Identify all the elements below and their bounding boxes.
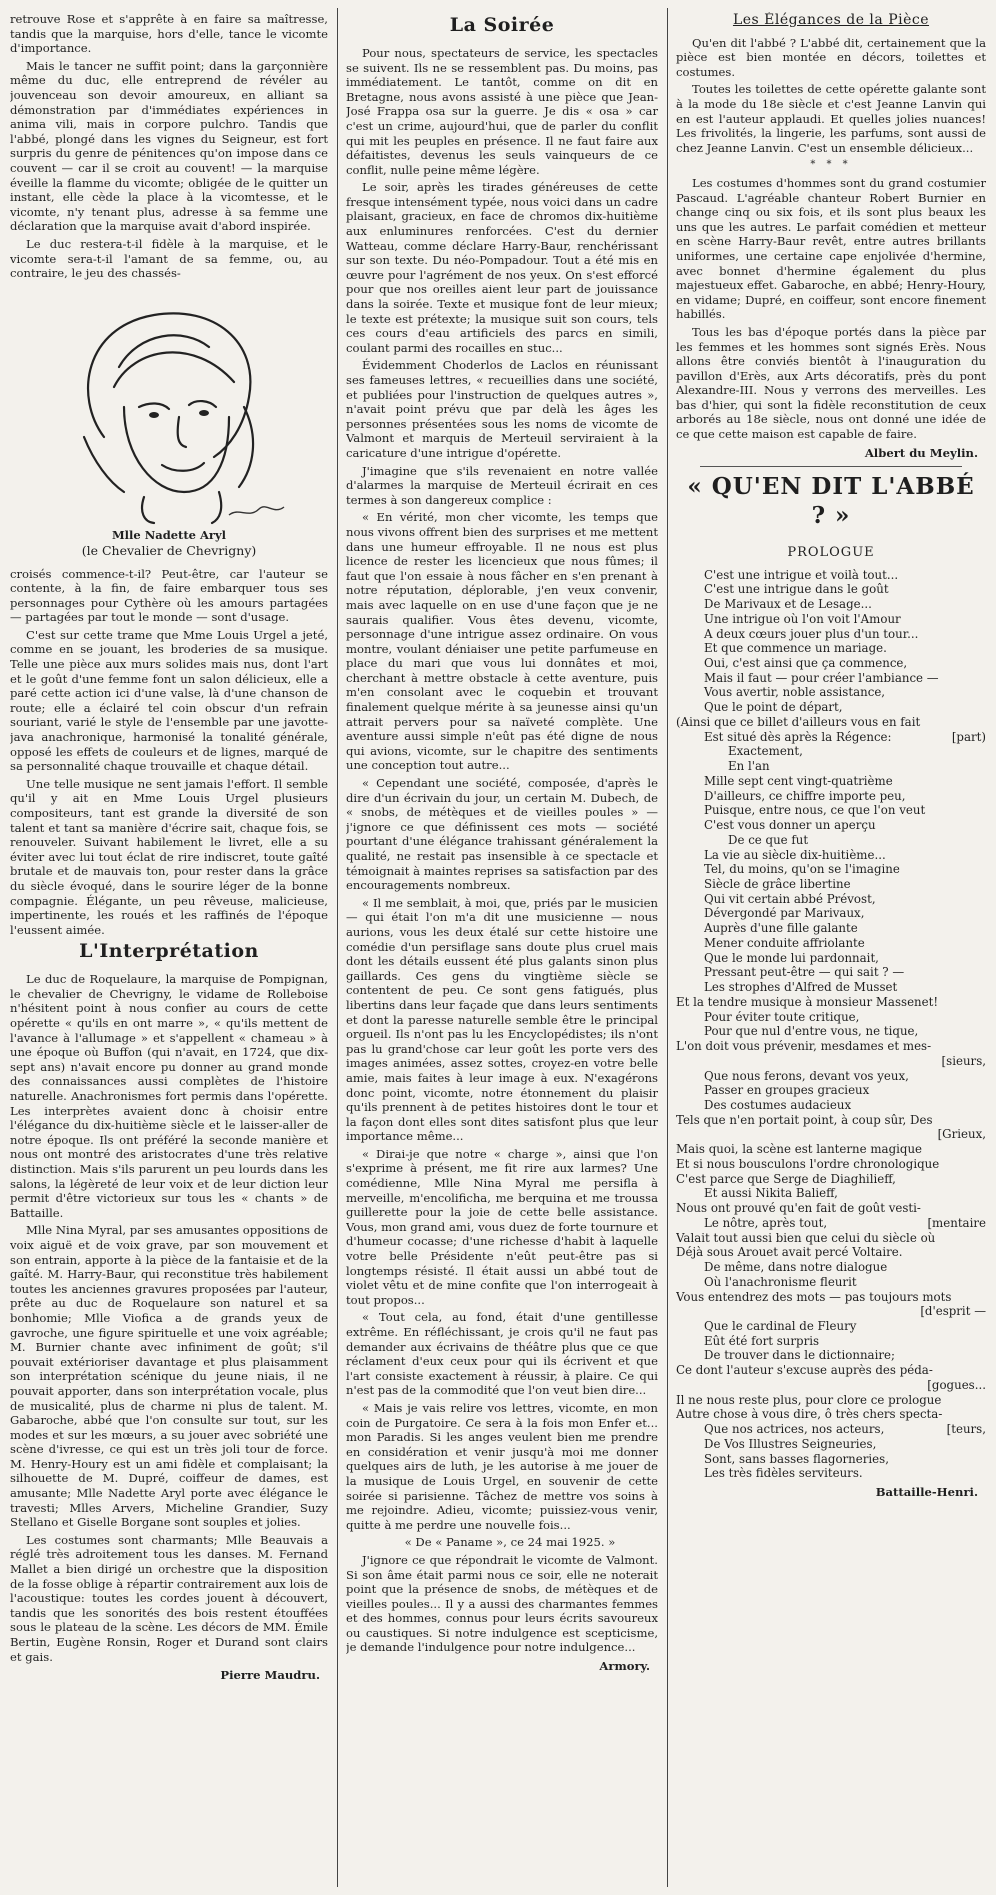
poem-line: Vous avertir, noble assistance, <box>704 685 886 700</box>
poem-line <box>676 1216 986 1231</box>
poem-line: Que le monde lui pardonnait, <box>704 950 879 965</box>
poem-line: De ce que fut <box>728 832 809 847</box>
poem-line: Puisque, entre nous, ce que l'on veut <box>704 803 926 818</box>
paragraph: Une telle musique ne sent jamais l'effort. Il semble qu'il y ait en Mme Louis Urgel plusieurs compositeurs, tant est grande la diversité de son talent et tant sa manière d'écrire sait, chaque fois, se renouveler. Suivant habilement le livret, elle a su éviter avec lui tout éclat de rire indiscret, toute gaîté brutale et de mauvais ton, pour rester dans la grâce du siècle évoqué, dans le sourire léger de la bonne compagnie. Élégante, un peu rêveuse, malicieuse, impertinente, les roués et les raffinés de l'époque l'eussent aimée. <box>10 776 328 937</box>
paragraph: Évidemment Choderlos de Laclos en réunissant ses fameuses lettres, « recueillies dans une société, et publiées pour l'instruction de quelques autres », n'avait point prévu que par delà les âges les personnes présentées sous les noms de vicomte de Valmont et marquis de Merteuil serviraient à la caricature d'une intrigue d'opérette. <box>346 358 658 460</box>
paragraph: Le duc restera-t-il fidèle à la marquise, et le vicomte sera-t-il l'amant de sa femme, ou, au contraire, le jeu des chassés- <box>10 236 328 281</box>
letter-dateline: « De « Paname », ce 24 mai 1925. » <box>404 1535 616 1550</box>
paragraph: « Mais je vais relire vos lettres, vicomte, en mon coin de Purgatoire. Ce sera à la fois mon Enfer et... mon Paradis. Si les anges veulent bien me prendre en considération et venir jusqu'à moi me donner quelques airs de luth, je les autorise à me jouer de la musique de Louis Urgel, en souvenir de cette soirée si parisienne. Tâchez de mettre vos soins à me rejoindre. Adieu, vicomte; puissiez-vous venir, quitte à me perdre une nouvelle fois... <box>346 1400 658 1532</box>
column-review-plot <box>10 12 328 1883</box>
portrait-caption-role: (le Chevalier de Chevrigny) <box>81 542 257 558</box>
poem-line: Que le cardinal de Fleury <box>704 1319 857 1334</box>
poem-line: En l'an <box>728 759 770 774</box>
paragraph: « En vérité, mon cher vicomte, les temps que nous vivons offrent bien des surprises et me mettent dans une humeur effroyable. Il ne nous est plus licence de rester les licencieux que nous fûmes; il faut que l'on essaie à nous fâcher en s'en prenant à notre réputation, déplorable, j'en veux convenir, mais avec laquelle on en use d'une façon que je ne saurais qualifier. Vous êtes devenu, vicomte, personnage d'une intrigue assez ordinaire. On vous montre, voulant déniaiser une petite parfumeuse en place du mari que vous lui donnâtes et moi, cherchant à mettre obstacle à cette aventure, puis m'en consolant avec le coquebin et trouvant finalement quelque mérite à sa jeunesse ainsi qu'un attrait pervers pour sa naïveté complète. Une aventure aussi simple n'eût pas été digne de nous qui avions, vicomte, sur le chapitre des sentiments une conception tout autre... <box>346 510 658 773</box>
column-rule-left <box>337 8 338 1887</box>
poem-line: Vous entendrez des mots — pas toujours mots <box>676 1289 952 1304</box>
poem-line: Exactement, <box>728 744 803 759</box>
poem-line <box>676 730 986 745</box>
poem-line: (Ainsi que ce billet d'ailleurs vous en fait <box>676 714 921 729</box>
poem-line: Que le point de départ, <box>704 700 843 715</box>
paragraph: Toutes les toilettes de cette opérette galante sont à la mode du 18e siècle et c'est Jeanne Lanvin qui en est l'auteur applaudi. Et quelles jolies nuances! Les frivolités, la lingerie, les parfums, sont aussi de chez Jeanne Lanvin. C'est un ensemble délicieux... <box>676 82 986 155</box>
poem-line: La vie au siècle dix-huitième... <box>704 847 886 862</box>
paragraph: « Tout cela, au fond, était d'une gentillesse extrême. En réfléchissant, je crois qu'il ne faut pas demander aux écrivains de théâtre plus que ce que réclament d'eux ceux pour qui ils écrivent et que l'art consiste exactement à réussir, à plaire. Ce qui n'est pas de la commodité que l'on veut bien dire... <box>346 1310 658 1398</box>
poem-line-overflow: [teurs, <box>946 1422 986 1437</box>
poem-line: Qui vit certain abbé Prévost, <box>704 891 876 906</box>
poem-line <box>676 1378 986 1393</box>
prologue-poem <box>676 568 986 1482</box>
paragraph: retrouve Rose et s'apprête à en faire sa maîtresse, tandis que la marquise, hors d'elle, tance le vicomte d'importance. <box>10 12 328 56</box>
portrait-caption-name: Mlle Nadette Aryl <box>111 528 227 543</box>
poem-line-overflow: [part) <box>951 729 986 744</box>
paragraph: J'ignore ce que répondrait le vicomte de Valmont. Si son âme était parmi nous ce soir, elle ne noterait point que la présence de snobs, de métèques et de vieilles poules... Il y a aussi des charmantes femmes et des hommes, connus pour leurs écrits savoureux ou caustiques. Si notre indulgence est scepticisme, je demande l'indulgence pour notre indulgence... <box>346 1552 658 1655</box>
poem-line <box>676 1127 986 1142</box>
poem-line: Tel, du moins, qu'on se l'imagine <box>704 862 900 877</box>
poem-line: L'on doit vous prévenir, mesdames et mes- <box>676 1039 932 1054</box>
poem-line: Les strophes d'Alfred de Musset <box>704 980 898 995</box>
asterism-separator: * * * <box>810 159 852 171</box>
author-signature: Armory. <box>599 1659 650 1674</box>
poem-line: Mais il faut — pour créer l'ambiance — <box>704 670 939 685</box>
portrait-sketch-image <box>44 287 294 525</box>
poem-line: Mille sept cent vingt-quatrième <box>704 773 893 788</box>
poem-line: De même, dans notre dialogue <box>704 1260 888 1275</box>
poem-line <box>676 1422 986 1437</box>
poem-line: Ce dont l'auteur s'excuse auprès des péda- <box>676 1363 933 1378</box>
paragraph: « Il me semblait, à moi, que, priés par le musicien — qui était l'on m'a dit une musicienne — nous aurions, vous les deux étalé sur cette histoire une comédie d'un persiflage sans doute plus cruel mais dont les détails eussent été plus galants sinon plus gaillards. Ces gens du vingtième siècle se contentent de peu. Ce sont gens fatigués, plus libertins dans leur façade que dans leurs sentiments et dont la paresse naturelle semble être le principal orgueil. Ils n'ont pas lu les Encyclopédistes; ils n'ont pas lu grand'chose car leur goût les porte vers des images animées, assez sottes, croyez-en votre belle amie, mais faites à leur image à eux. N'exagérons donc point, vicomte, notre étonnement du plaisir qu'ils prennent à de petites histoires dont le tour et la façon dont elles sont dites satisfont plus que leur importance même... <box>346 895 658 1144</box>
paragraph: « Dirai-je que notre « charge », ainsi que l'on s'exprime à présent, me fit rire aux larmes? Une comédienne, Mlle Nina Myral me persifla à merveille, m'encolifichа, me berquina et me troussa guillerette pour la joie de cette belle assistance. Vous, mon grand ami, vous duez de forte tournure et d'humeur cocasse; d'une richesse d'habit à laquelle votre belle Présidente n'eût peut-être pas si longtemps résisté. Il était aussi un abbé tout de violet vêtu et de mine confite que l'on interrogeait à tout propos... <box>346 1146 658 1307</box>
author-signature: Pierre Maudru. <box>220 1668 320 1683</box>
section-divider <box>700 466 962 467</box>
poem-line: Sont, sans basses flagorneries, <box>704 1451 889 1466</box>
paragraph: Le duc de Roquelaure, la marquise de Pompignan, le chevalier de Chevrigny, le vidame de Rolleboise n'hésitent point à nous confier au cours de cette opérette « qu'ils en ont marre », « qu'ils mettent de l'avance à l'allumage » et s'appellent « chameau » à une époque où Buffon (qui n'avait, en 1724, que dix-sept ans) n'avait encore pu donner au grand monde des connaissances aussi complètes de l'histoire naturelle. Anachronismes fort permis dans l'opérette. Les interprètes avaient donc à choisir entre l'élégance du dix-huitième siècle et le laisser-aller de notre époque. Ils ont préféré la seconde manière et nous ont montré des aristocrates d'une très relative distinction. Mais s'ils parurent un peu lourds dans les salons, la légèreté de leur voix et de leur diction leur permit d'être victorieux sur tous les « chants » de Battaille. <box>10 972 328 1220</box>
poem-line: Où l'anachronisme fleurit <box>704 1274 857 1289</box>
poem-line: Et si nous bousculons l'ordre chronologique <box>676 1156 940 1171</box>
poem-line-text: Le nôtre, après tout, <box>704 1215 828 1230</box>
column-elegances <box>676 12 986 1883</box>
paragraph: C'est sur cette trame que Mme Louis Urgel a jeté, comme en se jouant, les broderies de sa musique. Telle une pièce aux murs solides mais nus, dont l'art et le goût d'une femme font un salon délicieux, elle a paré cette action ici d'une valse, là d'une chanson de route; elle a éclairé tel coin obscur d'un refrain souriant, varié le style de l'ensemble par une javotte-java anachronique, harmonisé la tonalité générale, opposé les effets de couleurs et de lignes, marqué de sa personnalité chaque trouvaille et chaque détail. <box>10 627 328 774</box>
poem-line: Les très fidèles serviteurs. <box>704 1466 863 1481</box>
poem-line: De Marivaux et de Lesage... <box>704 597 872 612</box>
paragraph: Tous les bas d'époque portés dans la pièce par les femmes et les hommes sont signés Erès. Nous allons être conviés bientôt à l'inauguration du pavillon d'Erès, aux Arts décoratifs, près du pont Alexandre-III. Nous y verrons des merveilles. Les bas d'hier, qui sont la fidèle reconstitution de ceux arborés au 18e siècle, nous ont donné une idée de ce que cette maison est capable de faire. <box>676 324 986 442</box>
paragraph: Mlle Nina Myral, par ses amusantes oppositions de voix aiguë et de voix grave, par son mouvement et son entrain, apporte à la pièce de la fantaisie et de la gaîté. M. Harry-Baur, qui reconstitue très habilement toutes les anciennes gravures proposées par l'auteur, prête au duc de Roquelaure son naturel et sa bonhomie; Mlle Viofica a de grands yeux de gavroche, une figure spirituelle et une voix agréable; M. Burnier chante avec infiniment de goût; s'il pouvait extérioriser davantage et plus plaisamment son interprétation scénique du jeune niais, il ne pouvait apporter, dans son interprétation vocale, plus de musicalité, plus de charme ni plus de talent. M. Gabaroche, abbé que l'on consulte sur tout, sur les modes et sur les mœurs, a su jouer avec sobriété une scène d'ivresse, ce qui est un très joli tour de force. M. Henry-Houry est un ami fidèle et complaisant; la silhouette de M. Dupré, coiffeur de dames, est amusante; Mlle Nadette Aryl porte avec élégance le travesti; Mlles Arvers, Micheline Grandier, Suzy Stellano et Giselle Borgane sont souples et jolies. <box>10 1223 328 1530</box>
poem-line: Pour éviter toute critique, <box>704 1009 860 1024</box>
paragraph: croisés commence-t-il? Peut-être, car l'auteur se contente, à la fin, de faire embarquer tous ses personnages pour Cythère où les amours partagées — partagées par tout le monde — sont d'usage. <box>10 566 328 625</box>
poem-line-overflow: [gogues... <box>927 1377 986 1392</box>
poem-line-overflow: [Grieux, <box>937 1127 986 1142</box>
poem-line: C'est parce que Serge de Diaghilieff, <box>676 1171 896 1186</box>
paragraph: Le soir, après les tirades généreuses de cette fresque intensément typée, nous voici dans un cadre plaisant, gracieux, en face de chromos dix-huitième aux enluminures renforcées. C'est du dernier Watteau, comme déclare Harry-Baur, renchérissant sur son texte. Du néo-Pompadour. Tout a été mis en œuvre pour l'agrément de nos yeux. On s'est efforcé pour que nos oreilles aient leur part de jouissance dans la soirée. Texte et musique font de leur mieux; le texte est prétexte; la musique suit son cours, tels ces cours d'eau artificiels des parcs en simili, coulant parmi des rocailles en stuc... <box>346 180 658 355</box>
poem-line: Nous ont prouvé qu'en fait de goût vesti- <box>676 1201 921 1216</box>
poem-line: Oui, c'est ainsi que ça commence, <box>704 655 908 670</box>
poem-line: C'est une intrigue dans le goût <box>704 582 889 597</box>
paragraph: Mais le tancer ne suffit point; dans la garçonnière même du duc, elle entreprend de révéler au jouvenceau son devoir amoureux, en alliant sa démonstration par d'immédiates expériences in anima vili, mais in corpore pulchro. Tandis que l'abbé, plongé dans les vignes du Seigneur, est fort surpris du genre de pénitences qu'on impose dans ce couvent — car il se croit au couvent! — la marquise éveille la flamme du vicomte; obligée de le quitter un instant, elle cède la place à la vicomtesse, et le vicomte, n'y tenant plus, adresse à sa femme une déclaration que la marquise avait d'abord inspirée. <box>10 58 328 234</box>
paragraph: Les costumes sont charmants; Mlle Beauvais a réglé très adroitement tous les danses. M. Fernand Mallet a bien dirigé un orchestre que la disposition de la fosse oblige à répartir contrairement aux lois de l'acoustique: toutes les cordes jouent à découvert, tandis que les sonorités des bois restent étouffées sous le plateau de la scène. Les décors de MM. Émile Bertin, Eugène Ronsin, Roger et Durand sont clairs et gais. <box>10 1532 328 1664</box>
poem-line: Valait tout aussi bien que celui du siècle où <box>676 1230 936 1245</box>
poem-line: Autre chose à vous dire, ô très chers specta- <box>676 1407 943 1422</box>
portrait-figure <box>44 287 294 559</box>
poem-line: Pour que nul d'entre vous, ne tique, <box>704 1024 919 1039</box>
poem-line: Mais quoi, la scène est lanterne magique <box>676 1142 923 1157</box>
poem-line <box>676 1054 986 1069</box>
poem-line: Et que commence un mariage. <box>704 641 887 656</box>
paragraph: Qu'en dit l'abbé ? L'abbé dit, certainement que la pièce est bien montée en décors, toilettes et costumes. <box>676 35 986 79</box>
paragraph: J'imagine que s'ils revenaient en notre vallée d'alarmes la marquise de Merteuil écrirait en ces termes à son dangereux complice : <box>346 463 658 507</box>
poem-line-overflow: [mentaire <box>927 1215 986 1230</box>
paragraph: Pour nous, spectateurs de service, les spectacles se suivent. Ils ne se ressemblent pas. Du moins, pas immédiatement. Le tantôt, comme on dit en Bretagne, nous avons assisté à une pièce que Jean-José Frappa osa sur la guerre. Je dis « osa » car c'est un crime, aujourd'hui, que de parler du conflit qui mit les peuples en présence. Il ne faut faire aux défaitistes, devenus les seuls vainqueurs de ce conflit, nulle peine même légère. <box>346 45 658 177</box>
poem-line: De trouver dans le dictionnaire; <box>704 1348 895 1363</box>
poem-line: Et aussi Nikita Balieff, <box>704 1186 838 1201</box>
poem-line: Mener conduite affriolante <box>704 935 865 950</box>
poem-signature: Battaille-Henri. <box>875 1485 978 1500</box>
column-rule-right <box>667 8 668 1887</box>
prologue-heading: PROLOGUE <box>787 545 875 561</box>
poem-line <box>676 1304 986 1319</box>
paragraph: Les costumes d'hommes sont du grand costumier Pascaud. L'agréable chanteur Robert Burnier en change cinq ou six fois, et ils sont plus beaux les uns que les autres. Le parfait comédien et metteur en scène Harry-Baur revêt, entre autres brillants uniformes, une certaine cape enjolivée d'hermine, avec bonnet d'hermine également du plus majestueux effet. Gabaroche, en abbé; Henry-Houry, en vidame; Dupré, en coiffeur, sont encore finement habillés. <box>676 175 986 322</box>
column-la-soiree <box>346 12 658 1883</box>
poem-line: Passer en groupes gracieux <box>704 1083 870 1098</box>
poem-line: De Vos Illustres Seigneuries, <box>704 1436 877 1451</box>
poem-line-overflow: [d'esprit — <box>920 1304 986 1319</box>
poem-line: Et la tendre musique à monsieur Massenet! <box>676 994 939 1009</box>
poem-line-overflow: [sieurs, <box>941 1053 986 1068</box>
poem-line: Des costumes audacieux <box>704 1098 852 1112</box>
poem-line: C'est vous donner un aperçu <box>704 818 876 833</box>
poem-line: Pressant peut-être — qui sait ? — <box>704 965 905 980</box>
poem-line: Dévergondé par Marivaux, <box>704 906 865 921</box>
poem-line: D'ailleurs, ce chiffre importe peu, <box>704 788 906 803</box>
section-heading-interpretation: L'Interprétation <box>79 940 259 963</box>
poem-line: Eût été fort surpris <box>704 1333 820 1348</box>
poem-line: Siècle de grâce libertine <box>704 876 851 891</box>
poem-line: Il ne nous reste plus, pour clore ce prologue <box>676 1392 942 1407</box>
poem-line: Une intrigue où l'on voit l'Amour <box>704 611 901 626</box>
section-heading-la-soiree: La Soirée <box>449 14 555 36</box>
poem-line: A deux cœurs jouer plus d'un tour... <box>704 626 919 641</box>
poem-line: C'est une intrigue et voilà tout... <box>704 567 899 582</box>
poem-line-text: Que nos actrices, nos acteurs, <box>704 1422 885 1437</box>
poem-line: Que nous ferons, devant vos yeux, <box>704 1068 909 1083</box>
poem-line-text: Est situé dès après la Régence: <box>704 729 892 744</box>
section-heading-elegances: Les Élégances de la Pièce <box>732 12 930 28</box>
play-title: « QU'EN DIT L'ABBÉ ? » <box>687 473 975 530</box>
author-signature: Albert du Meylin. <box>864 445 978 460</box>
paragraph: « Cependant une société, composée, d'après le dire d'un écrivain du jour, un certain M. Dubech, de « snobs, de métèques et de vieilles poules » — j'ignore ce que définissent ces mots — société pourtant d'une élégance trahissant généralement la qualité, ne restait pas insensible à ce spectacle et témoignait à maintes reprises sa satisfaction par des encouragements nombreux. <box>346 776 658 893</box>
poem-line: Déjà sous Arouet avait percé Voltaire. <box>676 1245 903 1260</box>
poem-line: Tels que n'en portait point, à coup sûr, Des <box>676 1112 933 1127</box>
poem-line: Auprès d'une fille galante <box>704 921 858 936</box>
